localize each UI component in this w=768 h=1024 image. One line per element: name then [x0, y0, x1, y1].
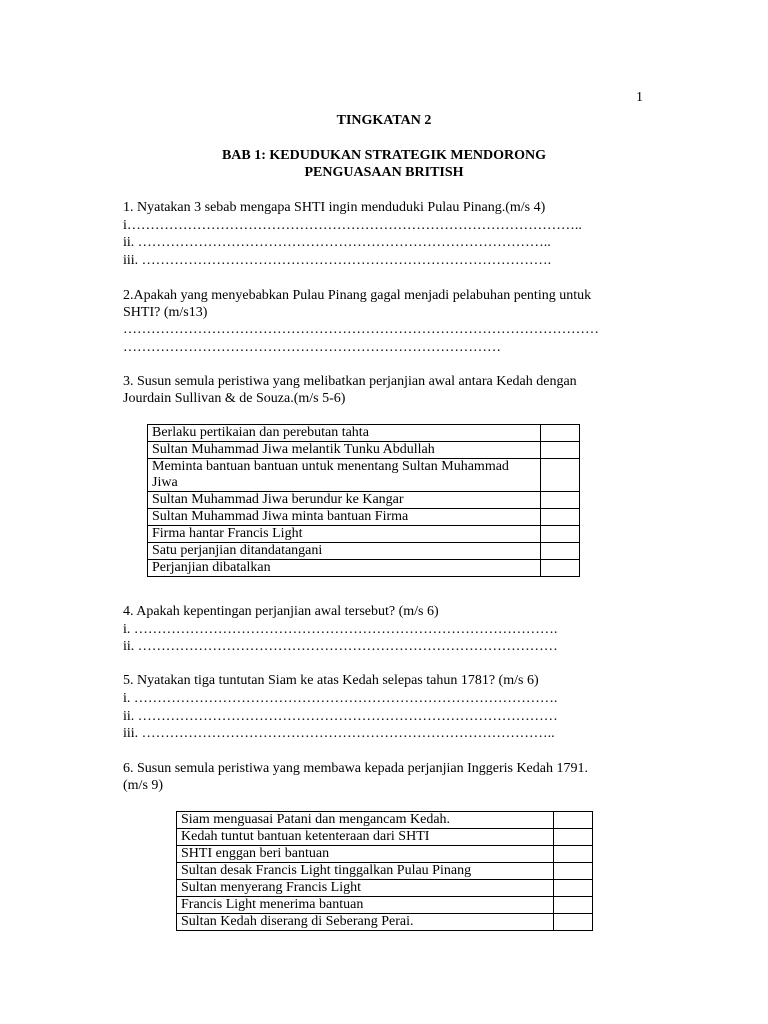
table-row [148, 425, 580, 442]
order-answer-box[interactable] [553, 846, 592, 863]
order-answer-box[interactable] [540, 543, 579, 560]
table-row [148, 526, 580, 543]
table-row [148, 442, 580, 459]
question-6-line1: 6. Susun semula peristiwa yang membawa kepada perjanjian Inggeris Kedah 1791. [123, 761, 588, 776]
order-answer-box[interactable] [540, 526, 579, 543]
event-cell: Firma hantar Francis Light [148, 526, 541, 543]
q3-order-table [147, 424, 580, 577]
order-answer-box[interactable] [540, 459, 579, 492]
event-cell: Sultan Kedah diserang di Seberang Perai. [177, 914, 554, 931]
q5-answer-line-1: i. ………………………………………………………………………………. [123, 691, 558, 706]
question-3-line2: Jourdain Sullivan & de Souza.(m/s 5-6) [123, 391, 346, 406]
order-answer-box[interactable] [553, 897, 592, 914]
table-row [177, 846, 593, 863]
order-answer-box[interactable] [540, 425, 579, 442]
event-cell: Berlaku pertikaian dan perebutan tahta [148, 425, 541, 442]
order-answer-box[interactable] [540, 442, 579, 459]
event-cell: Sultan desak Francis Light tinggalkan Pulau Pinang [177, 863, 554, 880]
table-row [177, 897, 593, 914]
chapter-title-line2: PENGUASAAN BRITISH [304, 165, 464, 180]
order-answer-box[interactable] [553, 863, 592, 880]
q6-order-table [176, 811, 593, 931]
q1-answer-line-1: i…………………………………………………………………………………….. [123, 218, 582, 233]
order-answer-box[interactable] [553, 812, 592, 829]
event-cell: Siam menguasai Patani dan mengancam Kedah. [177, 812, 554, 829]
event-cell: Sultan Muhammad Jiwa minta bantuan Firma [148, 509, 541, 526]
event-cell: SHTI enggan beri bantuan [177, 846, 554, 863]
q4-answer-line-1: i. ………………………………………………………………………………. [123, 622, 558, 637]
chapter-title-line1: BAB 1: KEDUDUKAN STRATEGIK MENDORONG [221, 148, 547, 163]
form-title: TINGKATAN 2 [336, 113, 432, 128]
question-2-line1: 2.Apakah yang menyebabkan Pulau Pinang gagal menjadi pelabuhan penting untuk [123, 288, 592, 303]
order-answer-box[interactable] [540, 492, 579, 509]
table-row [148, 492, 580, 509]
event-cell: Sultan Muhammad Jiwa berundur ke Kangar [148, 492, 541, 509]
event-cell: Kedah tuntut bantuan ketenteraan dari SHTI [177, 829, 554, 846]
order-answer-box[interactable] [540, 509, 579, 526]
q5-answer-line-3: iii. …………………………………………………………………………….. [123, 726, 555, 741]
question-5: 5. Nyatakan tiga tuntutan Siam ke atas Kedah selepas tahun 1781? (m/s 6) [123, 673, 539, 688]
table-row [148, 560, 580, 577]
event-cell: Sultan Muhammad Jiwa melantik Tunku Abdullah [148, 442, 541, 459]
table-row [148, 509, 580, 526]
page-number: 1 [636, 90, 643, 105]
event-cell: Sultan menyerang Francis Light [177, 880, 554, 897]
table-row [177, 829, 593, 846]
q1-answer-line-2: ii. …………………………………………………………………………….. [123, 235, 551, 250]
event-cell: Francis Light menerima bantuan [177, 897, 554, 914]
table-row [148, 543, 580, 560]
event-cell: Perjanjian dibatalkan [148, 560, 541, 577]
table-row [177, 863, 593, 880]
order-answer-box[interactable] [540, 560, 579, 577]
table-row [177, 812, 593, 829]
event-cell: Meminta bantuan bantuan untuk menentang Sultan Muhammad Jiwa [148, 459, 541, 492]
table-row [177, 914, 593, 931]
order-answer-box[interactable] [553, 880, 592, 897]
question-3-line1: 3. Susun semula peristiwa yang melibatkan perjanjian awal antara Kedah dengan [123, 374, 577, 389]
order-answer-box[interactable] [553, 914, 592, 931]
q1-answer-line-3: iii. ……………………………………………………………………………. [123, 253, 552, 268]
q2-answer-line-2: ……………………………………………………………………… [123, 340, 501, 355]
q2-answer-line-1: ………………………………………………………………………………………… [123, 322, 599, 337]
order-answer-box[interactable] [553, 829, 592, 846]
question-1: 1. Nyatakan 3 sebab mengapa SHTI ingin menduduki Pulau Pinang.(m/s 4) [123, 200, 546, 215]
question-6-line2: (m/s 9) [123, 778, 164, 793]
table-row [177, 880, 593, 897]
question-2-line2: SHTI? (m/s13) [123, 305, 208, 320]
q5-answer-line-2: ii. ……………………………………………………………………………… [123, 709, 558, 724]
table-row [148, 459, 580, 492]
q4-answer-line-2: ii. ……………………………………………………………………………… [123, 639, 558, 654]
question-4: 4. Apakah kepentingan perjanjian awal tersebut? (m/s 6) [123, 604, 439, 619]
event-cell: Satu perjanjian ditandatangani [148, 543, 541, 560]
